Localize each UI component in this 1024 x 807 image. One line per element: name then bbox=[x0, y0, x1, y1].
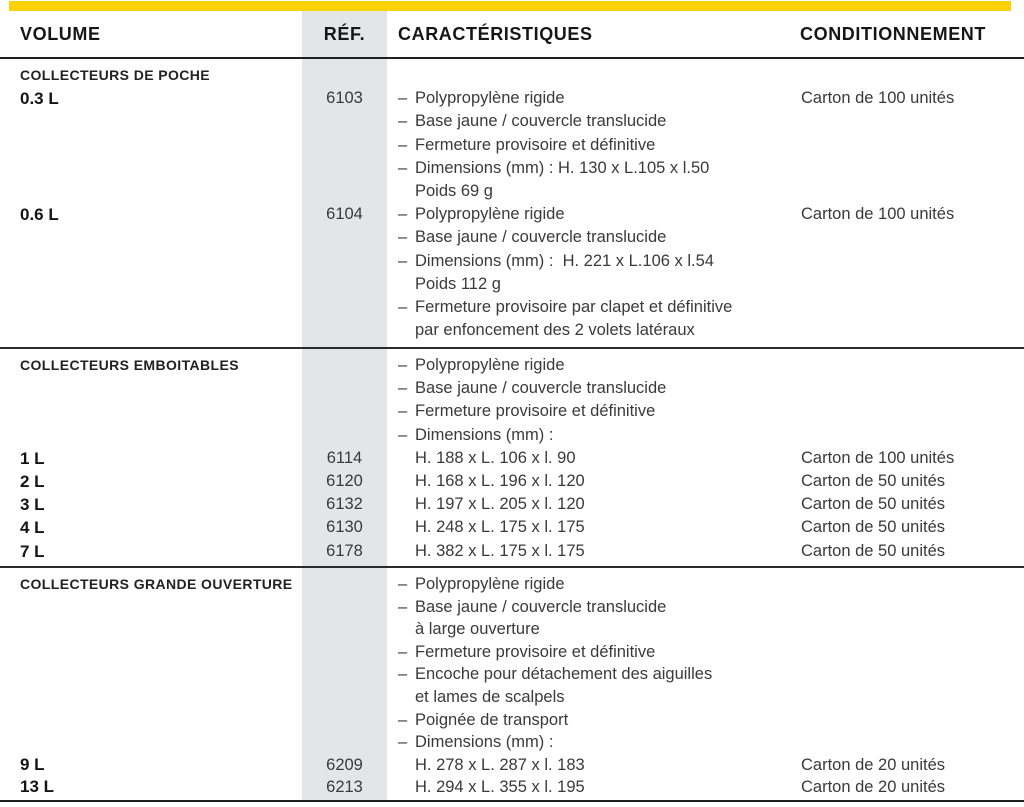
characteristic-cell: Dimensions (mm) : H. 221 x L.106 x l.54 bbox=[415, 251, 714, 270]
volume-cell: 3 L bbox=[20, 495, 45, 515]
characteristic-cell: Dimensions (mm) : bbox=[415, 733, 554, 752]
dash-bullet: – bbox=[398, 575, 408, 593]
column-header-conditionnement: CONDITIONNEMENT bbox=[800, 24, 986, 44]
dash-bullet: – bbox=[398, 379, 408, 398]
dash-bullet: – bbox=[398, 158, 408, 177]
ref-cell: 6178 bbox=[326, 541, 363, 560]
dash-bullet: – bbox=[398, 112, 408, 131]
characteristic-cell: H. 294 x L. 355 x l. 195 bbox=[415, 778, 585, 797]
characteristic-cell: à large ouverture bbox=[415, 620, 540, 639]
table-row bbox=[0, 377, 1024, 400]
table-row bbox=[0, 273, 1024, 296]
characteristic-cell: Base jaune / couvercle translucide bbox=[415, 112, 667, 131]
table-row bbox=[0, 470, 1024, 493]
characteristic-cell: Dimensions (mm) : bbox=[415, 425, 554, 444]
table-row bbox=[0, 596, 1024, 619]
table-row bbox=[0, 447, 1024, 470]
header-rule bbox=[0, 57, 1024, 59]
section-title: COLLECTEURS DE POCHE bbox=[20, 67, 211, 83]
characteristic-cell: Dimensions (mm) : H. 130 x L.105 x l.50 bbox=[415, 158, 710, 177]
conditionnement-cell: Carton de 50 unités bbox=[801, 541, 946, 560]
volume-cell: 9 L bbox=[20, 754, 45, 774]
dash-bullet: – bbox=[398, 710, 408, 729]
dash-bullet: – bbox=[398, 297, 408, 316]
characteristic-cell: Encoche pour détachement des aiguilles bbox=[415, 665, 713, 684]
characteristic-cell: Polypropylène rigide bbox=[415, 205, 565, 224]
table-section bbox=[0, 354, 1024, 563]
accent-bar bbox=[9, 1, 1011, 11]
characteristic-cell: Poignée de transport bbox=[415, 710, 569, 729]
column-header-caracteristiques: CARACTÉRISTIQUES bbox=[398, 24, 593, 44]
characteristic-cell: par enfoncement des 2 volets latéraux bbox=[415, 321, 695, 340]
conditionnement-cell: Carton de 50 unités bbox=[801, 471, 946, 490]
characteristic-cell: Polypropylène rigide bbox=[415, 575, 565, 593]
conditionnement-cell: Carton de 100 unités bbox=[801, 448, 955, 467]
table-row bbox=[0, 157, 1024, 180]
dash-bullet: – bbox=[398, 733, 408, 752]
conditionnement-cell: Carton de 100 unités bbox=[801, 89, 955, 108]
table-section bbox=[0, 64, 1024, 342]
dash-bullet: – bbox=[398, 642, 408, 661]
dash-bullet: – bbox=[398, 89, 408, 108]
characteristic-cell: Fermeture provisoire par clapet et définitive bbox=[415, 297, 733, 316]
dash-bullet: – bbox=[398, 356, 408, 374]
characteristic-cell: Fermeture provisoire et définitive bbox=[415, 642, 656, 661]
ref-cell: 6103 bbox=[326, 89, 363, 108]
volume-cell: 13 L bbox=[20, 777, 55, 797]
characteristic-cell: Base jaune / couvercle translucide bbox=[415, 379, 667, 398]
ref-cell: 6132 bbox=[326, 495, 363, 514]
table-row bbox=[0, 226, 1024, 249]
volume-cell: 0.6 L bbox=[20, 205, 59, 225]
table-row bbox=[0, 203, 1024, 226]
dash-bullet: – bbox=[398, 425, 408, 444]
ref-cell: 6209 bbox=[326, 755, 363, 774]
table-row bbox=[0, 754, 1024, 777]
dash-bullet: – bbox=[398, 402, 408, 421]
characteristic-cell: Base jaune / couvercle translucide bbox=[415, 597, 667, 616]
volume-cell: 4 L bbox=[20, 518, 45, 538]
table-row bbox=[0, 296, 1024, 319]
characteristic-cell: Polypropylène rigide bbox=[415, 356, 565, 374]
table-row bbox=[0, 663, 1024, 686]
section-title: COLLECTEURS GRANDE OUVERTURE bbox=[20, 576, 293, 592]
dash-bullet: – bbox=[398, 135, 408, 154]
section-divider bbox=[0, 566, 1024, 568]
conditionnement-cell: Carton de 50 unités bbox=[801, 495, 946, 514]
dash-bullet: – bbox=[398, 665, 408, 684]
characteristic-cell: Fermeture provisoire et définitive bbox=[415, 402, 656, 421]
table-row bbox=[0, 573, 1024, 596]
characteristic-cell: H. 278 x L. 287 x l. 183 bbox=[415, 755, 585, 774]
ref-cell: 6120 bbox=[326, 471, 363, 490]
dash-bullet: – bbox=[398, 597, 408, 616]
conditionnement-cell: Carton de 20 unités bbox=[801, 778, 946, 797]
table-row bbox=[0, 618, 1024, 641]
table-row bbox=[0, 400, 1024, 423]
characteristic-cell: Fermeture provisoire et définitive bbox=[415, 135, 656, 154]
bottom-rule bbox=[0, 800, 1024, 802]
ref-cell: 6104 bbox=[326, 205, 363, 224]
ref-cell: 6130 bbox=[326, 518, 363, 537]
conditionnement-cell: Carton de 100 unités bbox=[801, 205, 955, 224]
table-row bbox=[0, 641, 1024, 664]
table-row bbox=[0, 110, 1024, 133]
characteristic-cell: Poids 112 g bbox=[415, 274, 501, 293]
table-row bbox=[0, 134, 1024, 157]
volume-cell: 7 L bbox=[20, 541, 45, 561]
table-row bbox=[0, 516, 1024, 539]
ref-cell: 6114 bbox=[326, 448, 363, 467]
table-row bbox=[0, 180, 1024, 203]
characteristic-cell: H. 382 x L. 175 x l. 175 bbox=[415, 541, 585, 560]
volume-cell: 2 L bbox=[20, 471, 45, 491]
characteristic-cell: et lames de scalpels bbox=[415, 687, 565, 706]
volume-cell: 0.3 L bbox=[20, 89, 59, 109]
table-row bbox=[0, 250, 1024, 273]
characteristic-cell: H. 168 x L. 196 x l. 120 bbox=[415, 471, 585, 490]
table-row bbox=[0, 686, 1024, 709]
table-row bbox=[0, 493, 1024, 516]
characteristic-cell: Polypropylène rigide bbox=[415, 89, 565, 108]
column-header-ref: RÉF. bbox=[323, 24, 366, 44]
section-title: COLLECTEURS EMBOITABLES bbox=[20, 357, 239, 373]
volume-cell: 1 L bbox=[20, 448, 45, 468]
table-row bbox=[0, 354, 1024, 377]
table-section bbox=[0, 573, 1024, 799]
column-header-volume: VOLUME bbox=[20, 24, 101, 44]
ref-cell: 6213 bbox=[326, 778, 363, 797]
table-row bbox=[0, 709, 1024, 732]
dash-bullet: – bbox=[398, 228, 408, 247]
table-row bbox=[0, 64, 1024, 87]
dash-bullet: – bbox=[398, 251, 408, 270]
conditionnement-cell: Carton de 20 unités bbox=[801, 755, 946, 774]
table-row bbox=[0, 731, 1024, 754]
table-row bbox=[0, 540, 1024, 563]
table-row bbox=[0, 87, 1024, 110]
characteristic-cell: H. 197 x L. 205 x l. 120 bbox=[415, 495, 585, 514]
table-row bbox=[0, 776, 1024, 799]
section-divider bbox=[0, 347, 1024, 349]
characteristic-cell: Base jaune / couvercle translucide bbox=[415, 228, 667, 247]
characteristic-cell: H. 248 x L. 175 x l. 175 bbox=[415, 518, 585, 537]
table-row bbox=[0, 424, 1024, 447]
table-row bbox=[0, 319, 1024, 342]
characteristic-cell: H. 188 x L. 106 x l. 90 bbox=[415, 448, 576, 467]
conditionnement-cell: Carton de 50 unités bbox=[801, 518, 946, 537]
dash-bullet: – bbox=[398, 205, 408, 224]
characteristic-cell: Poids 69 g bbox=[415, 181, 493, 200]
